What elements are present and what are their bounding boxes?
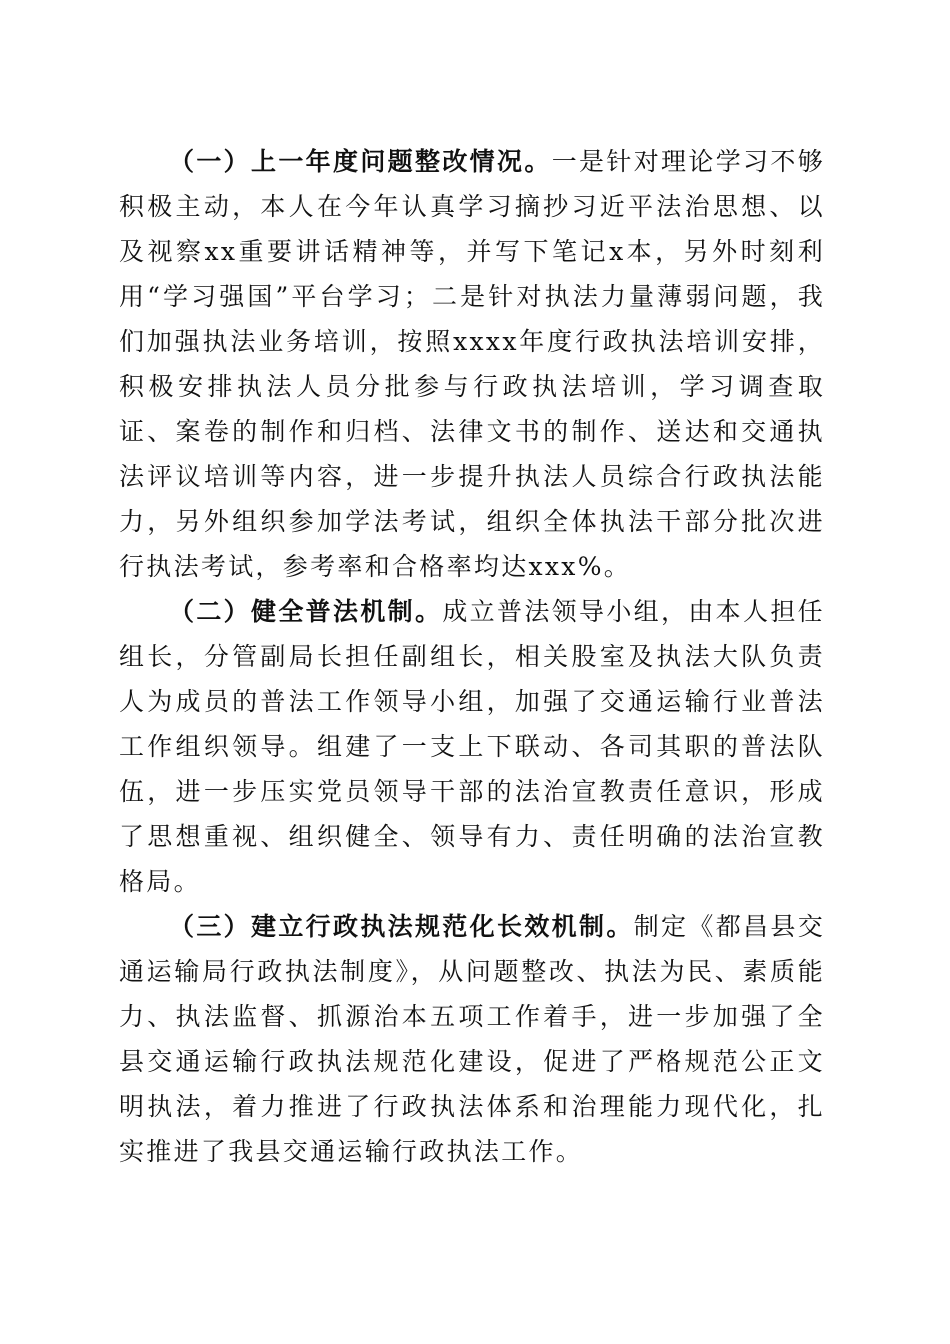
paragraph-2-text: 成立普法领导小组，由本人担任组长，分管副局长担任副组长，相关股室及执法大队负责人为成员的普法工作领导小组，加强了交通运输行业普法工作组织领导。组建了一支上下联动、各司其职的普法队伍，进一步压实党员领导干部的法治宣教责任意识，形成了思想重视、组织健全、领导有力、责任明确的法治宣教格局。 bbox=[119, 597, 825, 896]
paragraph-1-heading: （一）上一年度问题整改情况。 bbox=[169, 147, 552, 176]
document-body bbox=[119, 139, 825, 1174]
paragraph-3-text: 制定《都昌县交通运输局行政执法制度》，从问题整改、执法为民、素质能力、执法监督、抓源治本五项工作着手，进一步加强了全县交通运输行政执法规范化建设，促进了严格规范公正文明执法，着力推进了行政执法体系和治理能力现代化，扎实推进了我县交通运输行政执法工作。 bbox=[119, 912, 825, 1166]
paragraph-3-heading: （三）建立行政执法规范化长效机制。 bbox=[169, 912, 634, 941]
paragraph-1 bbox=[119, 139, 825, 589]
paragraph-2-heading: （二）健全普法机制。 bbox=[169, 597, 443, 626]
paragraph-3 bbox=[119, 904, 825, 1174]
paragraph-1-text: 一是针对理论学习不够积极主动，本人在今年认真学习摘抄习近平法治思想、以及视察xx重要讲话精神等，并写下笔记x本，另外时刻利用“学习强国”平台学习；二是针对执法力量薄弱问题，我们加强执法业务培训，按照xxxx年度行政执法培训安排，积极安排执法人员分批参与行政执法培训，学习调查取证、案卷的制作和归档、法律文书的制作、送达和交通执法评议培训等内容，进一步提升执法人员综合行政执法能力，另外组织参加学法考试，组织全体执法干部分批次进行执法考试，参考率和合格率均达xxx%。 bbox=[119, 147, 825, 581]
paragraph-2 bbox=[119, 589, 825, 904]
